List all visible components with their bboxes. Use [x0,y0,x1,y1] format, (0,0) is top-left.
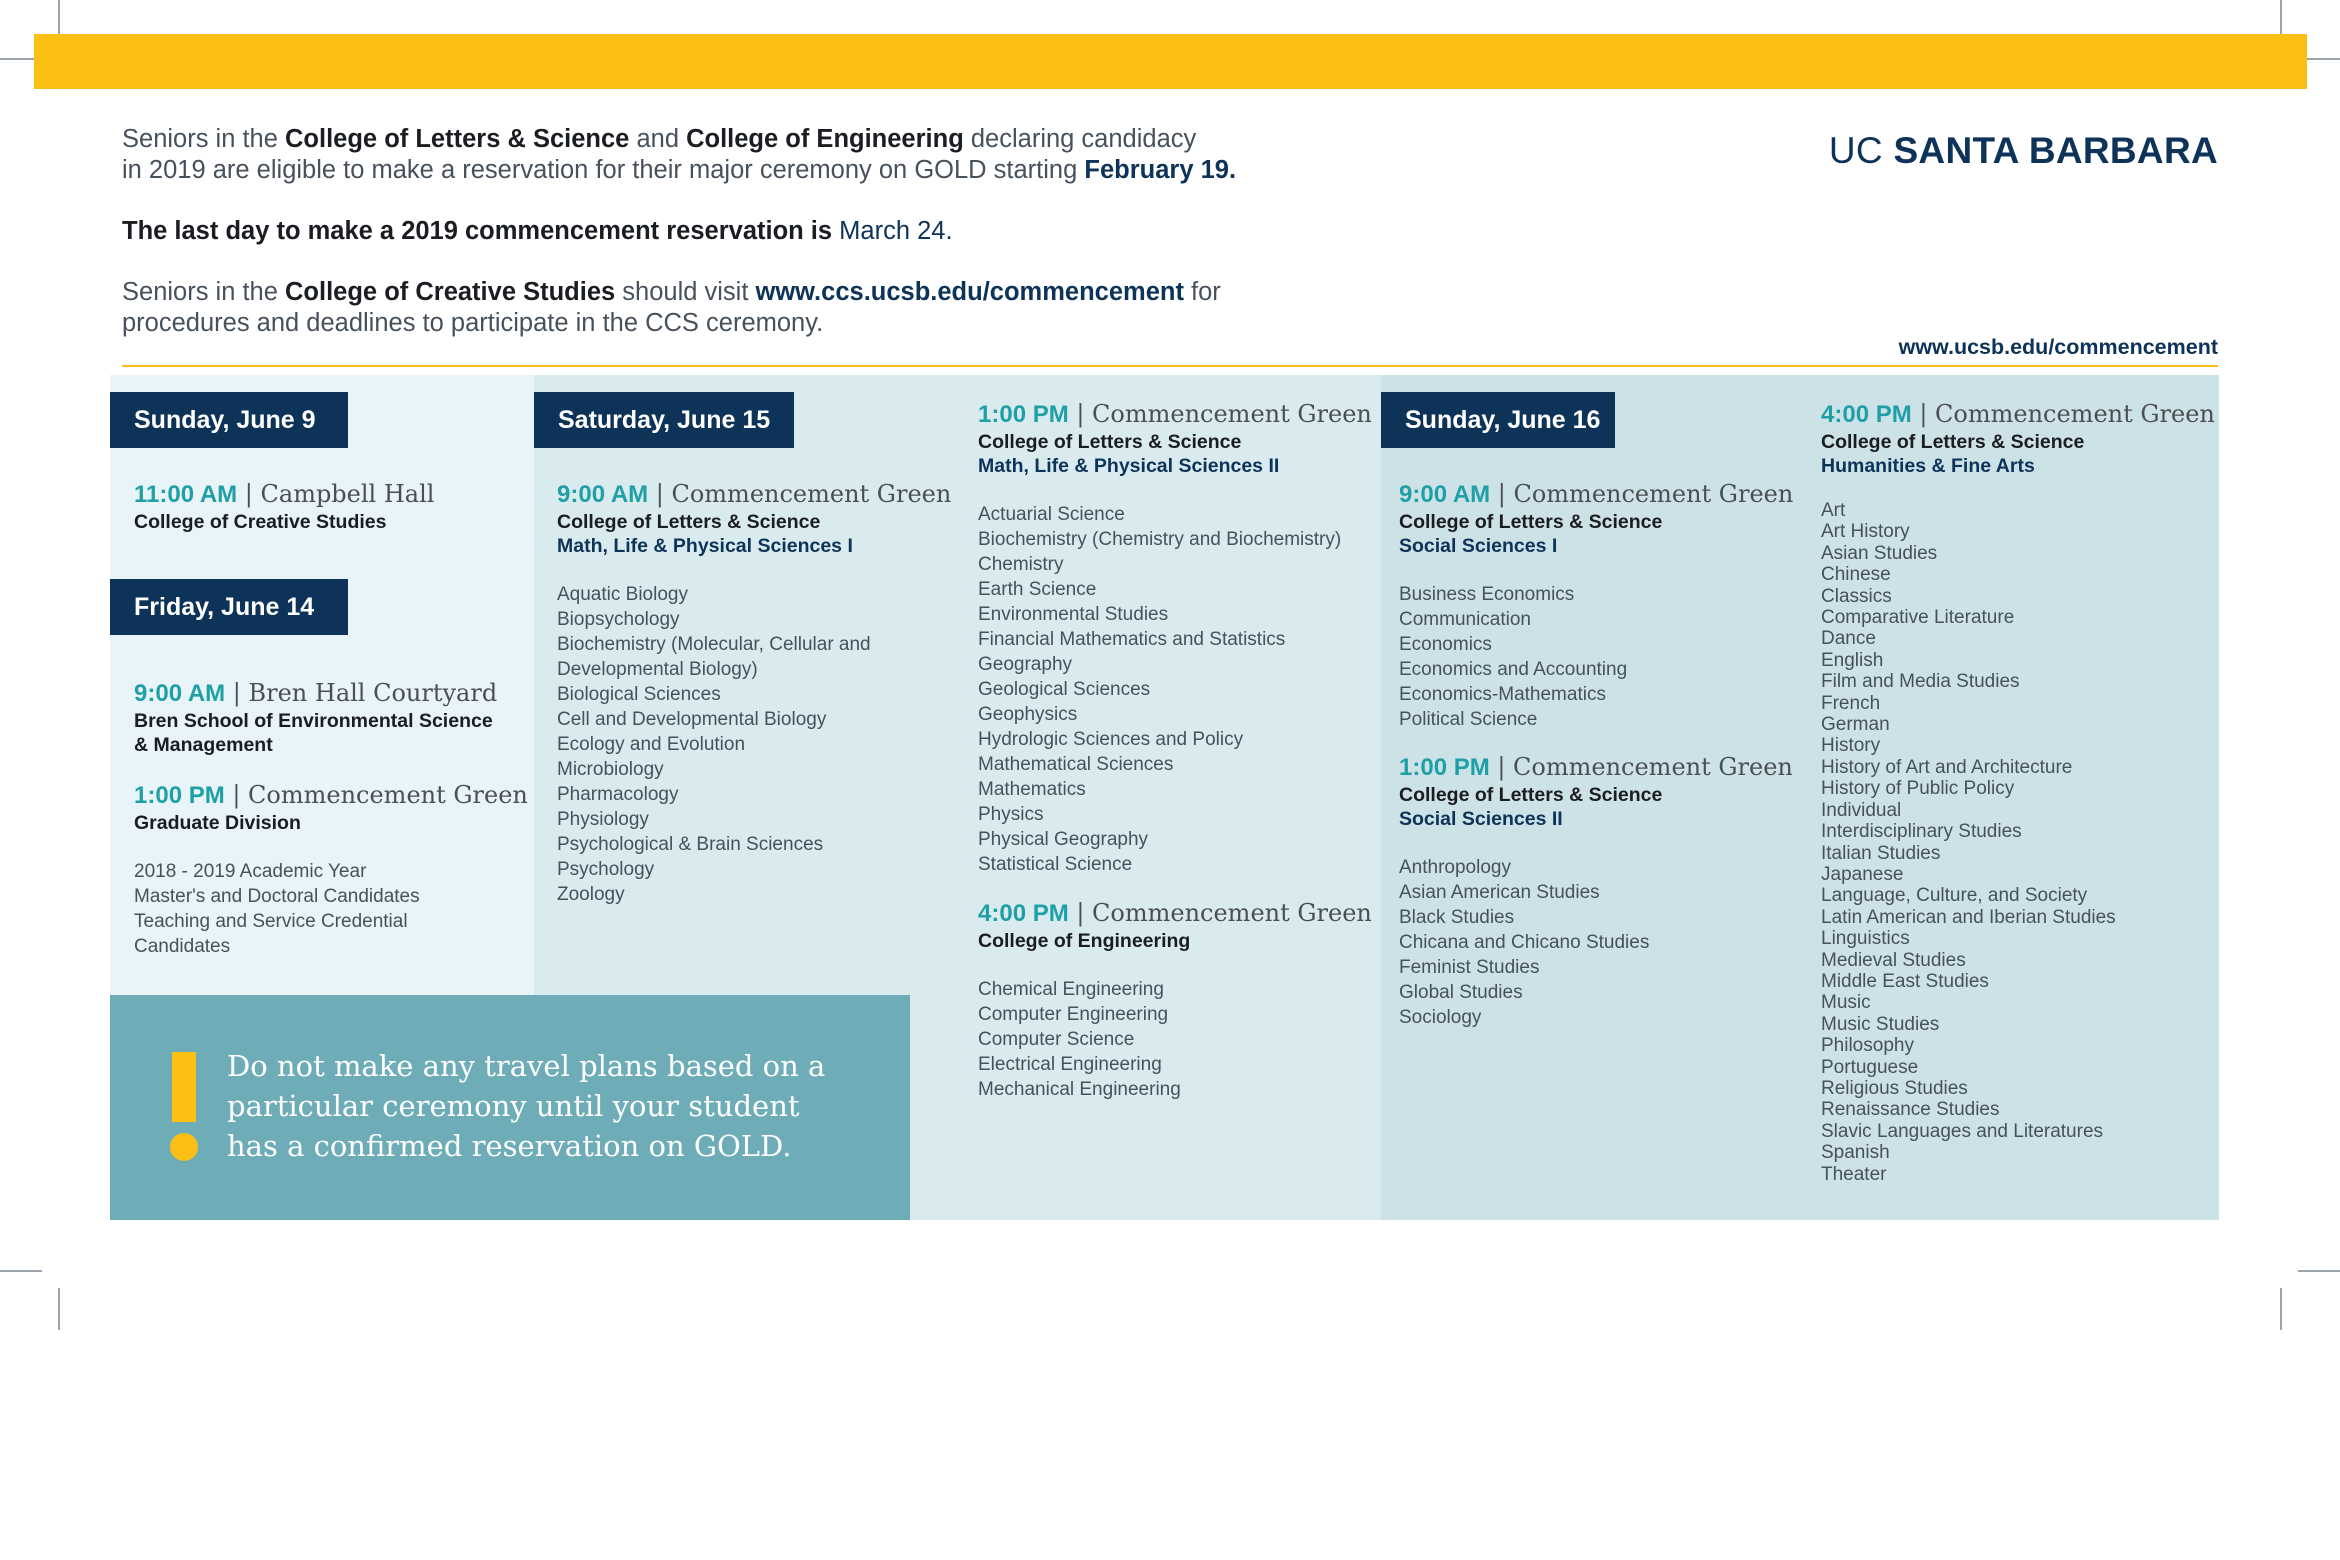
program-list: Anthropology Asian American Studies Black Studies Chicana and Chicano Studies Feminist Studies Global Studies Sociology [1399,857,1650,1028]
ccs-link[interactable]: www.ccs.ucsb.edu/commencement [755,278,1184,306]
program-list: Business Economics Communication Economics Economics and Accounting Economics-Mathematics Political Science [1399,584,1628,730]
session-mlps-2: 1:00 PM | Commencement Green College of Letters & Science Math, Life & Physical Sciences II Actuarial Science Biochemistry (Chemistry and Biochemistry) Chemistry Earth Science Environmental Studies Financial Mathematics and Statistics Geography Geological Sciences Geophysics Hydrologic Sciences and Policy Mathematical Sciences Mathematics Physics Physical Geography Statistical Science [978,400,1372,875]
program-list: Aquatic Biology Biopsychology Biochemistry (Molecular, Cellular and Developmental Biology) Biological Sciences Cell and Developmental Biology Ecology and Evolution Microbiology Pharmacology Physiology Psychological & Brain Sciences Psychology Zoology [557,584,871,905]
exclamation-dot-icon [170,1133,198,1161]
crop-mark [0,58,34,60]
program-list: Art Art History Asian Studies Chinese Classics Comparative Literature Dance English Film and Media Studies French German History History of Art and Architecture History of Public Policy Individual Interdisciplinary Studies Italian Studies Japanese Language, Culture, and Society Latin American and Iberian Studies Linguistics Medieval Studies Middle East Studies Music Music Studies Philosophy Portuguese Religious Studies Renaissance Studies Slavic Languages and Literatures Spanish Theater [1821,500,2116,1185]
session-social-sciences-2: 1:00 PM | Commencement Green College of Letters & Science Social Sciences II Anthropology Asian American Studies Black Studies Chicana and Chicano Studies Feminist Studies Global Studies Sociology [1399,753,1793,1028]
session-creative-studies: 11:00 AM | Campbell Hall College of Creative Studies [134,480,435,533]
program-list: Chemical Engineering Computer Engineering Computer Science Electrical Engineering Mechanical Engineering [978,979,1181,1100]
program-list: 2018 - 2019 Academic Year Master's and Doctoral Candidates Teaching and Service Credential Candidates [134,861,420,957]
crop-mark [58,1288,60,1330]
gold-header-bar [34,34,2307,89]
intro-ccs: Seniors in the College of Creative Studies should visit www.ccs.ucsb.edu/commencement for procedures and deadlines to participate in the CCS ceremony. [122,278,1221,337]
session-bren-school: 9:00 AM | Bren Hall Courtyard Bren School of Environmental Science & Management [134,679,498,756]
crop-mark [2280,0,2282,34]
crop-mark [2298,1270,2340,1272]
crop-mark [2280,1288,2282,1330]
intro-text [122,124,1322,369]
travel-warning-text: Do not make any travel plans based on a particular ceremony until your student has a confirmed reservation on GOLD. [227,1049,826,1163]
program-list: Actuarial Science Biochemistry (Chemistry and Biochemistry) Chemistry Earth Science Environmental Studies Financial Mathematics and Statistics Geography Geological Sciences Geophysics Hydrologic Sciences and Policy Mathematical Sciences Mathematics Physics Physical Geography Statistical Science [978,504,1342,875]
intro-eligibility: Seniors in the College of Letters & Science and College of Engineering declaring candidacy in 2019 are eligible to make a reservation for their major ceremony on GOLD starting February 19. [122,125,1237,184]
ucsb-logo: UC SANTA BARBARA [1828,130,2218,171]
day-header-saturday-june-15: Saturday, June 15 [534,392,794,448]
session-mlps-1: 9:00 AM | Commencement Green College of Letters & Science Math, Life & Physical Sciences I Aquatic Biology Biopsychology Biochemistry (Molecular, Cellular and Developmental Biology) Biological Sciences Cell and Developmental Biology Ecology and Evolution Microbiology Pharmacology Physiology Psychological & Brain Sciences Psychology Zoology [557,480,952,905]
session-humanities-fine-arts: 4:00 PM | Commencement Green College of Letters & Science Humanities & Fine Arts Art Art History Asian Studies Chinese Classics Comparative Literature Dance English Film and Media Studies French German History History of Art and Architecture History of Public Policy Individual Interdisciplinary Studies Italian Studies Japanese Language, Culture, and Society Latin American and Iberian Studies Linguistics Medieval Studies Middle East Studies Music Music Studies Philosophy Portuguese Religious Studies Renaissance Studies Slavic Languages and Literatures Spanish Theater [1821,400,2215,1185]
session-graduate-division: 1:00 PM | Commencement Green Graduate Division 2018 - 2019 Academic Year Master's and Doctoral Candidates Teaching and Service Credential Candidates [134,781,528,957]
crop-mark [0,1270,42,1272]
session-engineering: 4:00 PM | Commencement Green College of Engineering Chemical Engineering Computer Engineering Computer Science Electrical Engineering Mechanical Engineering [978,899,1372,1100]
crop-mark [2306,58,2340,60]
intro-deadline: The last day to make a 2019 commencement reservation is March 24. [122,217,953,245]
crop-mark [58,0,60,34]
exclamation-icon [172,1052,196,1122]
day-header-sunday-june-16: Sunday, June 16 [1381,392,1615,448]
day-header-sunday-june-9: Sunday, June 9 [110,392,348,448]
day-header-friday-june-14: Friday, June 14 [110,579,348,635]
commencement-url[interactable]: www.ucsb.edu/commencement [1898,335,2218,359]
gold-divider [122,365,2218,367]
session-social-sciences-1: 9:00 AM | Commencement Green College of Letters & Science Social Sciences I Business Economics Communication Economics Economics and Accounting Economics-Mathematics Political Science [1399,480,1794,730]
